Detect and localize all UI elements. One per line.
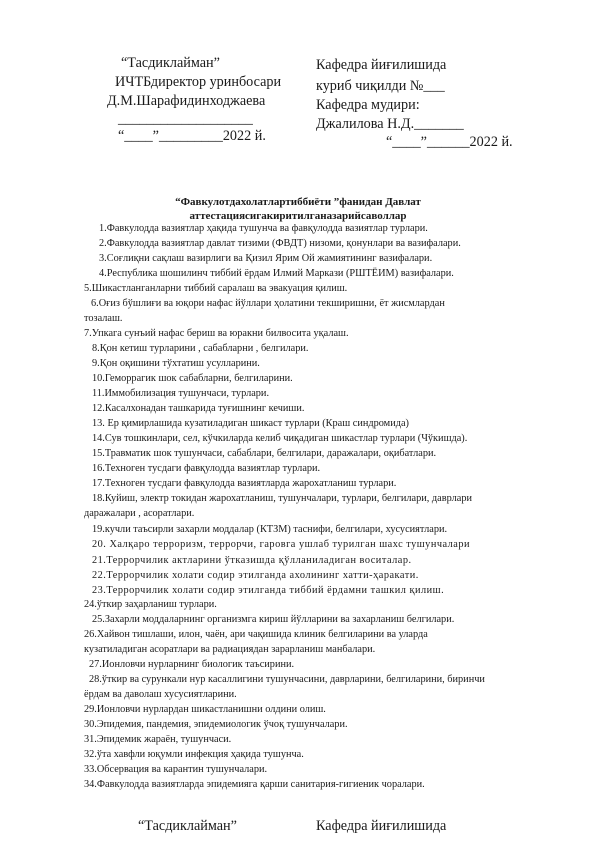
department-head-name: Джалилова Н.Д._______ — [316, 116, 464, 132]
list-item: 13. Ер қимирлашида кузатиладиган шикаст турлари (Краш синдромида) — [92, 418, 409, 429]
list-item-continuation: даражалари , асоратлари. — [84, 508, 195, 519]
list-item-continuation: кузатиладиган асоратлари ва радиациядан зарарланиш манбалари. — [84, 644, 376, 655]
list-item: 5.Шикастланганларни тиббий саралаш ва эвакуация қилиш. — [84, 283, 348, 294]
list-item: 17.Техноген тусдаги фавқулодда вазиятларда жарохатланиш турлари. — [92, 478, 397, 489]
protocol-number: куриб чиқилди №___ — [316, 78, 445, 94]
list-item: 31.Эпидемик жараён, тушунчаси. — [84, 734, 232, 745]
list-item: 18.Куйиш, электр токидан жарохатланиш, тушунчалари, турлари, белгилари, даврлари — [92, 493, 472, 504]
list-item: 24.ўткир заҳарланиш турлари. — [84, 599, 217, 610]
list-item: 34.Фавкулодда вазиятларда эпидемияга қарши санитария-гигиеник чоралари. — [84, 779, 425, 790]
approver-position: ИЧТБдиректор уринбосари — [115, 74, 282, 90]
approver-name: Д.М.Шарафидинходжаева — [107, 93, 266, 109]
title-line-1: “Фавкулотдахолатлартиббиёти ”фанидан Давлат — [175, 196, 421, 208]
list-item: 15.Травматик шок тушунчаси, сабаблари, белгилари, даражалари, оқибатлари. — [92, 448, 437, 459]
list-item: 1.Фавкулодда вазиятлар ҳақида тушунча ва фавқулодда вазиятлар турлари. — [99, 223, 428, 234]
list-item: 8.Қон кетиш турларини , сабабларни , белгилари. — [92, 343, 309, 354]
list-item: 7.Упкага сунъий нафас бериш ва юракни билвосита уқалаш. — [84, 328, 349, 339]
footer-department-heading: Кафедра йиғилишида — [316, 818, 447, 834]
list-item: 19.кучли таъсирли захарли моддалар (КТЗМ) таснифи, белгилари, хусусиятлари. — [92, 524, 448, 535]
footer-approval-heading: “Тасдиклайман” — [138, 818, 237, 834]
list-item: 21.Террорчилик актларини ўтказишда қўлланиладиган воситалар. — [92, 555, 412, 566]
list-item: 4.Республика шошилинч тиббий ёрдам Илмий Маркази (РШТЁИМ) вазифалари. — [99, 268, 454, 279]
list-item: 9.Қон оқишини тўхтатиш усулларини. — [92, 358, 260, 369]
department-heading: Кафедра йиғилишида — [316, 57, 447, 73]
list-item: 26.Хайвон тишлаши, илон, чаён, ари чақишида клиник белгиларини ва уларда — [84, 629, 428, 640]
list-item-continuation: ёрдам ва даволаш хусусиятларини. — [84, 689, 237, 700]
list-item: 29.Ионловчи нурлардан шикастланишни олдини олиш. — [84, 704, 326, 715]
list-item: 16.Техноген тусдаги фавқулодда вазиятлар турлари. — [92, 463, 321, 474]
title-line-2: аттестациясигакиритилганазарийсаволлар — [189, 210, 407, 222]
list-item: 10.Геморрагик шок сабабларни, белгиларини. — [92, 373, 293, 384]
list-item: 28.ўткир ва сурункали нур касаллигини тушунчасини, даврларини, белгиларини, биринчи — [89, 674, 485, 685]
list-item: 22.Террорчилик холати содир этилганда ахолининг хатти-ҳаракати. — [92, 570, 419, 581]
list-item: 12.Касалхонадан ташкарида туғишнинг кечиши. — [92, 403, 305, 414]
list-item: 2.Фавкулодда вазиятлар давлат тизими (ФВДТ) низоми, қонунлари ва вазифалари. — [99, 238, 461, 249]
list-item: 30.Эпидемия, пандемия, эпидемиологик ўчоқ тушунчалари. — [84, 719, 348, 730]
list-item-continuation: тозалаш. — [84, 313, 123, 324]
list-item: 3.Соғлиқни сақлаш вазирлиги ва Қизил Ярим Ой жамиятининг вазифалари. — [99, 253, 433, 264]
approval-date: “____”_________2022 й. — [118, 128, 266, 144]
department-head-label: Кафедра мудири: — [316, 97, 420, 113]
list-item: 6.Оғиз бўшлиғи ва юқори нафас йўллари ҳолатини текширишни, ёт жисмлардан — [91, 298, 445, 309]
list-item: 14.Сув тошкинлари, сел, кўчкиларда келиб чиқадиган шикастлар турлари (Чўкишда). — [92, 433, 468, 444]
list-item: 20. Халқаро терроризм, террорчи, гаровга ушлаб турилган шахс тушунчалари — [92, 539, 471, 550]
list-item: 32.ўта хавфли юқумли инфекция ҳақида тушунча. — [84, 749, 304, 760]
list-item: 27.Ионловчи нурларнинг биологик таъсирини. — [89, 659, 295, 670]
list-item: 11.Иммобилизация тушунчаси, турлари. — [92, 388, 270, 399]
list-item: 25.Захарли моддаларнинг организмга кириш йўлларини ва захарланиш белгилари. — [92, 614, 455, 625]
approval-heading: “Тасдиклайман” — [121, 55, 220, 71]
list-item: 33.Обсервация ва карантин тушунчалари. — [84, 764, 268, 775]
review-date: “____”______2022 й. — [386, 134, 513, 150]
signature-line: ___________________ — [118, 111, 253, 127]
list-item: 23.Террорчилик холати содир этилганда тиббий ёрдамни ташкил қилиш. — [92, 585, 445, 596]
